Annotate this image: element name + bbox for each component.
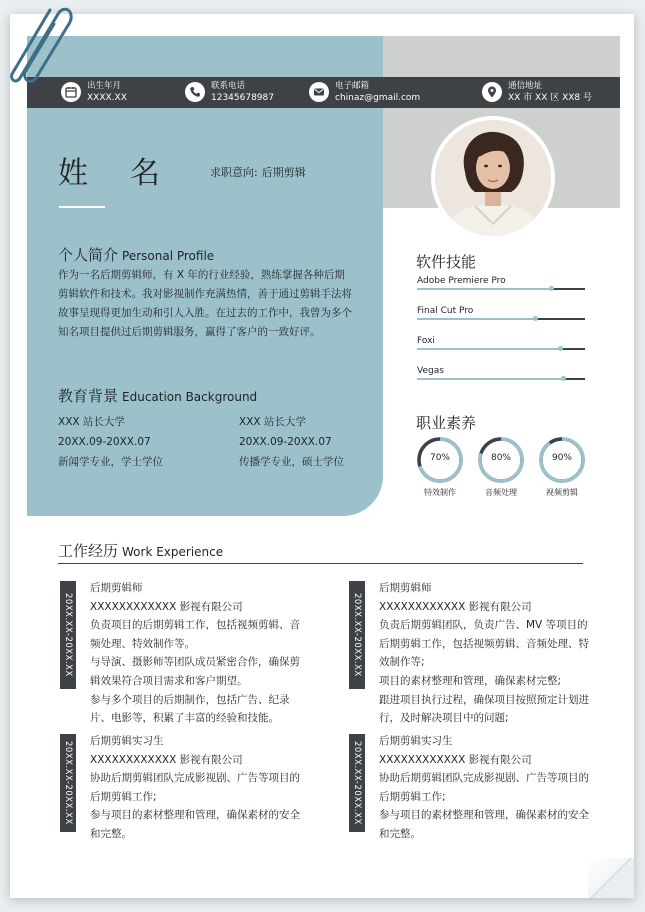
- location-pin-icon: [482, 82, 502, 102]
- education-title: 教育背景: [58, 387, 119, 405]
- email-icon: [309, 82, 329, 102]
- job-company: XXXXXXXXXXXX 影视有限公司: [90, 753, 243, 766]
- job-date: 20XX.XX-20XX.XX: [60, 581, 76, 689]
- quality-ring: [538, 436, 586, 497]
- skill-item: [417, 336, 585, 356]
- job-objective: [210, 164, 310, 180]
- skill-level-dot: [549, 286, 554, 291]
- education-detail: 传播学专业，硕士学位: [239, 456, 344, 468]
- job-date: 20XX.XX-20XX.XX: [60, 734, 76, 832]
- profile-text: 作为一名后期剪辑师，有 X 年的行业经验，熟练掌握各种后期剪辑软件和技术。我对影视制作充满热情，善于通过剪辑手法将故事呈现得更加生动和引人入胜。在过去的工作中，我曾为多个知名项目提供过后期剪辑服务，赢得了客户的一致好评。: [58, 269, 352, 338]
- education-period: 20XX.09-20XX.07: [58, 436, 151, 448]
- quality-ring: [477, 436, 525, 497]
- skill-level-dot: [561, 376, 566, 381]
- contact-label: 通信地址: [508, 81, 543, 91]
- contact-value: XXXX.XX: [87, 93, 127, 103]
- job-duty: 与导演、摄影师等团队成员紧密合作，确保剪辑效果符合项目需求和客户期望。: [90, 656, 300, 687]
- skill-level-bar: [417, 348, 560, 350]
- skill-name: Foxi: [417, 336, 435, 346]
- calendar-icon: [61, 82, 81, 102]
- education-school: XXX 站长大学: [239, 416, 306, 428]
- job-duty: 参与项目的素材整理和管理，确保素材的安全和完整。: [379, 809, 589, 840]
- skills-title: 软件技能: [416, 253, 477, 271]
- skill-name: Adobe Premiere Pro: [417, 276, 506, 286]
- contact-label: 联系电话: [211, 81, 246, 91]
- skill-level-dot: [558, 346, 563, 351]
- education-period: 20XX.09-20XX.07: [239, 436, 332, 448]
- education-heading: [58, 385, 257, 406]
- job-entry: [349, 732, 589, 842]
- job-title: 后期剪辑实习生: [379, 735, 453, 747]
- job-title: 后期剪辑实习生: [90, 735, 164, 747]
- profile-title-en: Personal Profile: [122, 249, 215, 263]
- education-school: XXX 站长大学: [58, 416, 125, 428]
- job-duty: 协助后期剪辑团队完成影视剧、广告等项目的后期剪辑工作;: [379, 772, 589, 803]
- job-duty: 参与项目的素材整理和管理，确保素材的安全和完整。: [90, 809, 300, 840]
- education-item: [58, 412, 208, 472]
- job-company: XXXXXXXXXXXX 影视有限公司: [379, 600, 532, 613]
- skill-item: [417, 276, 585, 296]
- education-detail: 新闻学专业，学士学位: [58, 456, 163, 468]
- objective-value: 后期剪辑: [261, 166, 306, 179]
- job-duty: 负责后期剪辑团队，负责广告、MV 等项目的后期剪辑工作，包括视频剪辑、音频处理、特效制作等;: [379, 619, 589, 669]
- skill-level-bar: [417, 378, 563, 380]
- skill-level-bar: [417, 288, 551, 290]
- quality-percent: 90%: [551, 453, 572, 463]
- profile-heading: [58, 244, 214, 265]
- candidate-name: 姓名: [58, 156, 202, 191]
- work-divider: [58, 563, 583, 564]
- quality-percent: 80%: [490, 453, 511, 463]
- contact-label: 电子邮箱: [335, 81, 370, 91]
- skill-name: Final Cut Pro: [417, 306, 474, 316]
- skill-level-bar: [417, 318, 535, 320]
- job-date: 20XX.XX-20XX.XX: [349, 581, 365, 689]
- skill-item: [417, 306, 585, 326]
- qualities-title: 职业素养: [416, 414, 477, 432]
- skill-item: [417, 366, 585, 386]
- job-description: [90, 579, 305, 728]
- job-duty: 跟进项目执行过程，确保项目按照预定计划进行，及时解决项目中的问题;: [379, 693, 589, 725]
- contact-label: 出生年月: [87, 81, 122, 91]
- skill-name: Vegas: [417, 366, 444, 376]
- job-description: [379, 579, 594, 728]
- job-duty: 协助后期剪辑团队完成影视剧、广告等项目的后期剪辑工作;: [90, 772, 300, 803]
- quality-label: 音频处理: [485, 488, 517, 497]
- job-description: [379, 732, 594, 844]
- education-item: [239, 412, 389, 472]
- quality-percent: 70%: [429, 453, 450, 463]
- job-company: XXXXXXXXXXXX 影视有限公司: [379, 753, 532, 766]
- job-entry: [60, 732, 300, 842]
- objective-label: 求职意向:: [210, 166, 258, 179]
- job-date: 20XX.XX-20XX.XX: [349, 734, 365, 832]
- profile-title: 个人简介: [58, 246, 119, 264]
- job-entry: [60, 579, 300, 725]
- contact-value: chinaz@gmail.com: [335, 93, 421, 103]
- job-duty: 项目的素材整理和管理，确保素材完整;: [379, 674, 562, 687]
- quality-label: 特效制作: [424, 488, 456, 497]
- education-title-en: Education Background: [122, 390, 258, 404]
- skill-level-dot: [533, 316, 538, 321]
- work-title: 工作经历: [58, 542, 119, 560]
- page-curl: [588, 858, 634, 898]
- quality-label: 视频剪辑: [546, 488, 578, 497]
- job-title: 后期剪辑师: [90, 582, 143, 594]
- work-heading: [58, 540, 223, 561]
- job-description: [90, 732, 305, 844]
- job-title: 后期剪辑师: [379, 582, 432, 594]
- contact-value: XX 市 XX 区 XX8 号: [508, 93, 593, 103]
- work-title-en: Work Experience: [122, 545, 224, 559]
- job-duty: 负责项目的后期剪辑工作，包括视频剪辑、音频处理、特效制作等。: [90, 619, 300, 650]
- phone-icon: [185, 82, 205, 102]
- quality-ring: [416, 436, 464, 497]
- profile-photo: [431, 116, 555, 240]
- paperclip-icon: [6, 0, 76, 84]
- contact-bar: [27, 77, 620, 108]
- job-entry: [349, 579, 589, 725]
- resume-page: [10, 14, 634, 898]
- job-duty: 参与多个项目的后期制作，包括广告、纪录片、电影等，积累了丰富的经验和技能。: [90, 693, 290, 725]
- name-underline: [59, 206, 105, 208]
- job-company: XXXXXXXXXXXX 影视有限公司: [90, 600, 243, 613]
- contact-value: 12345678987: [211, 93, 274, 103]
